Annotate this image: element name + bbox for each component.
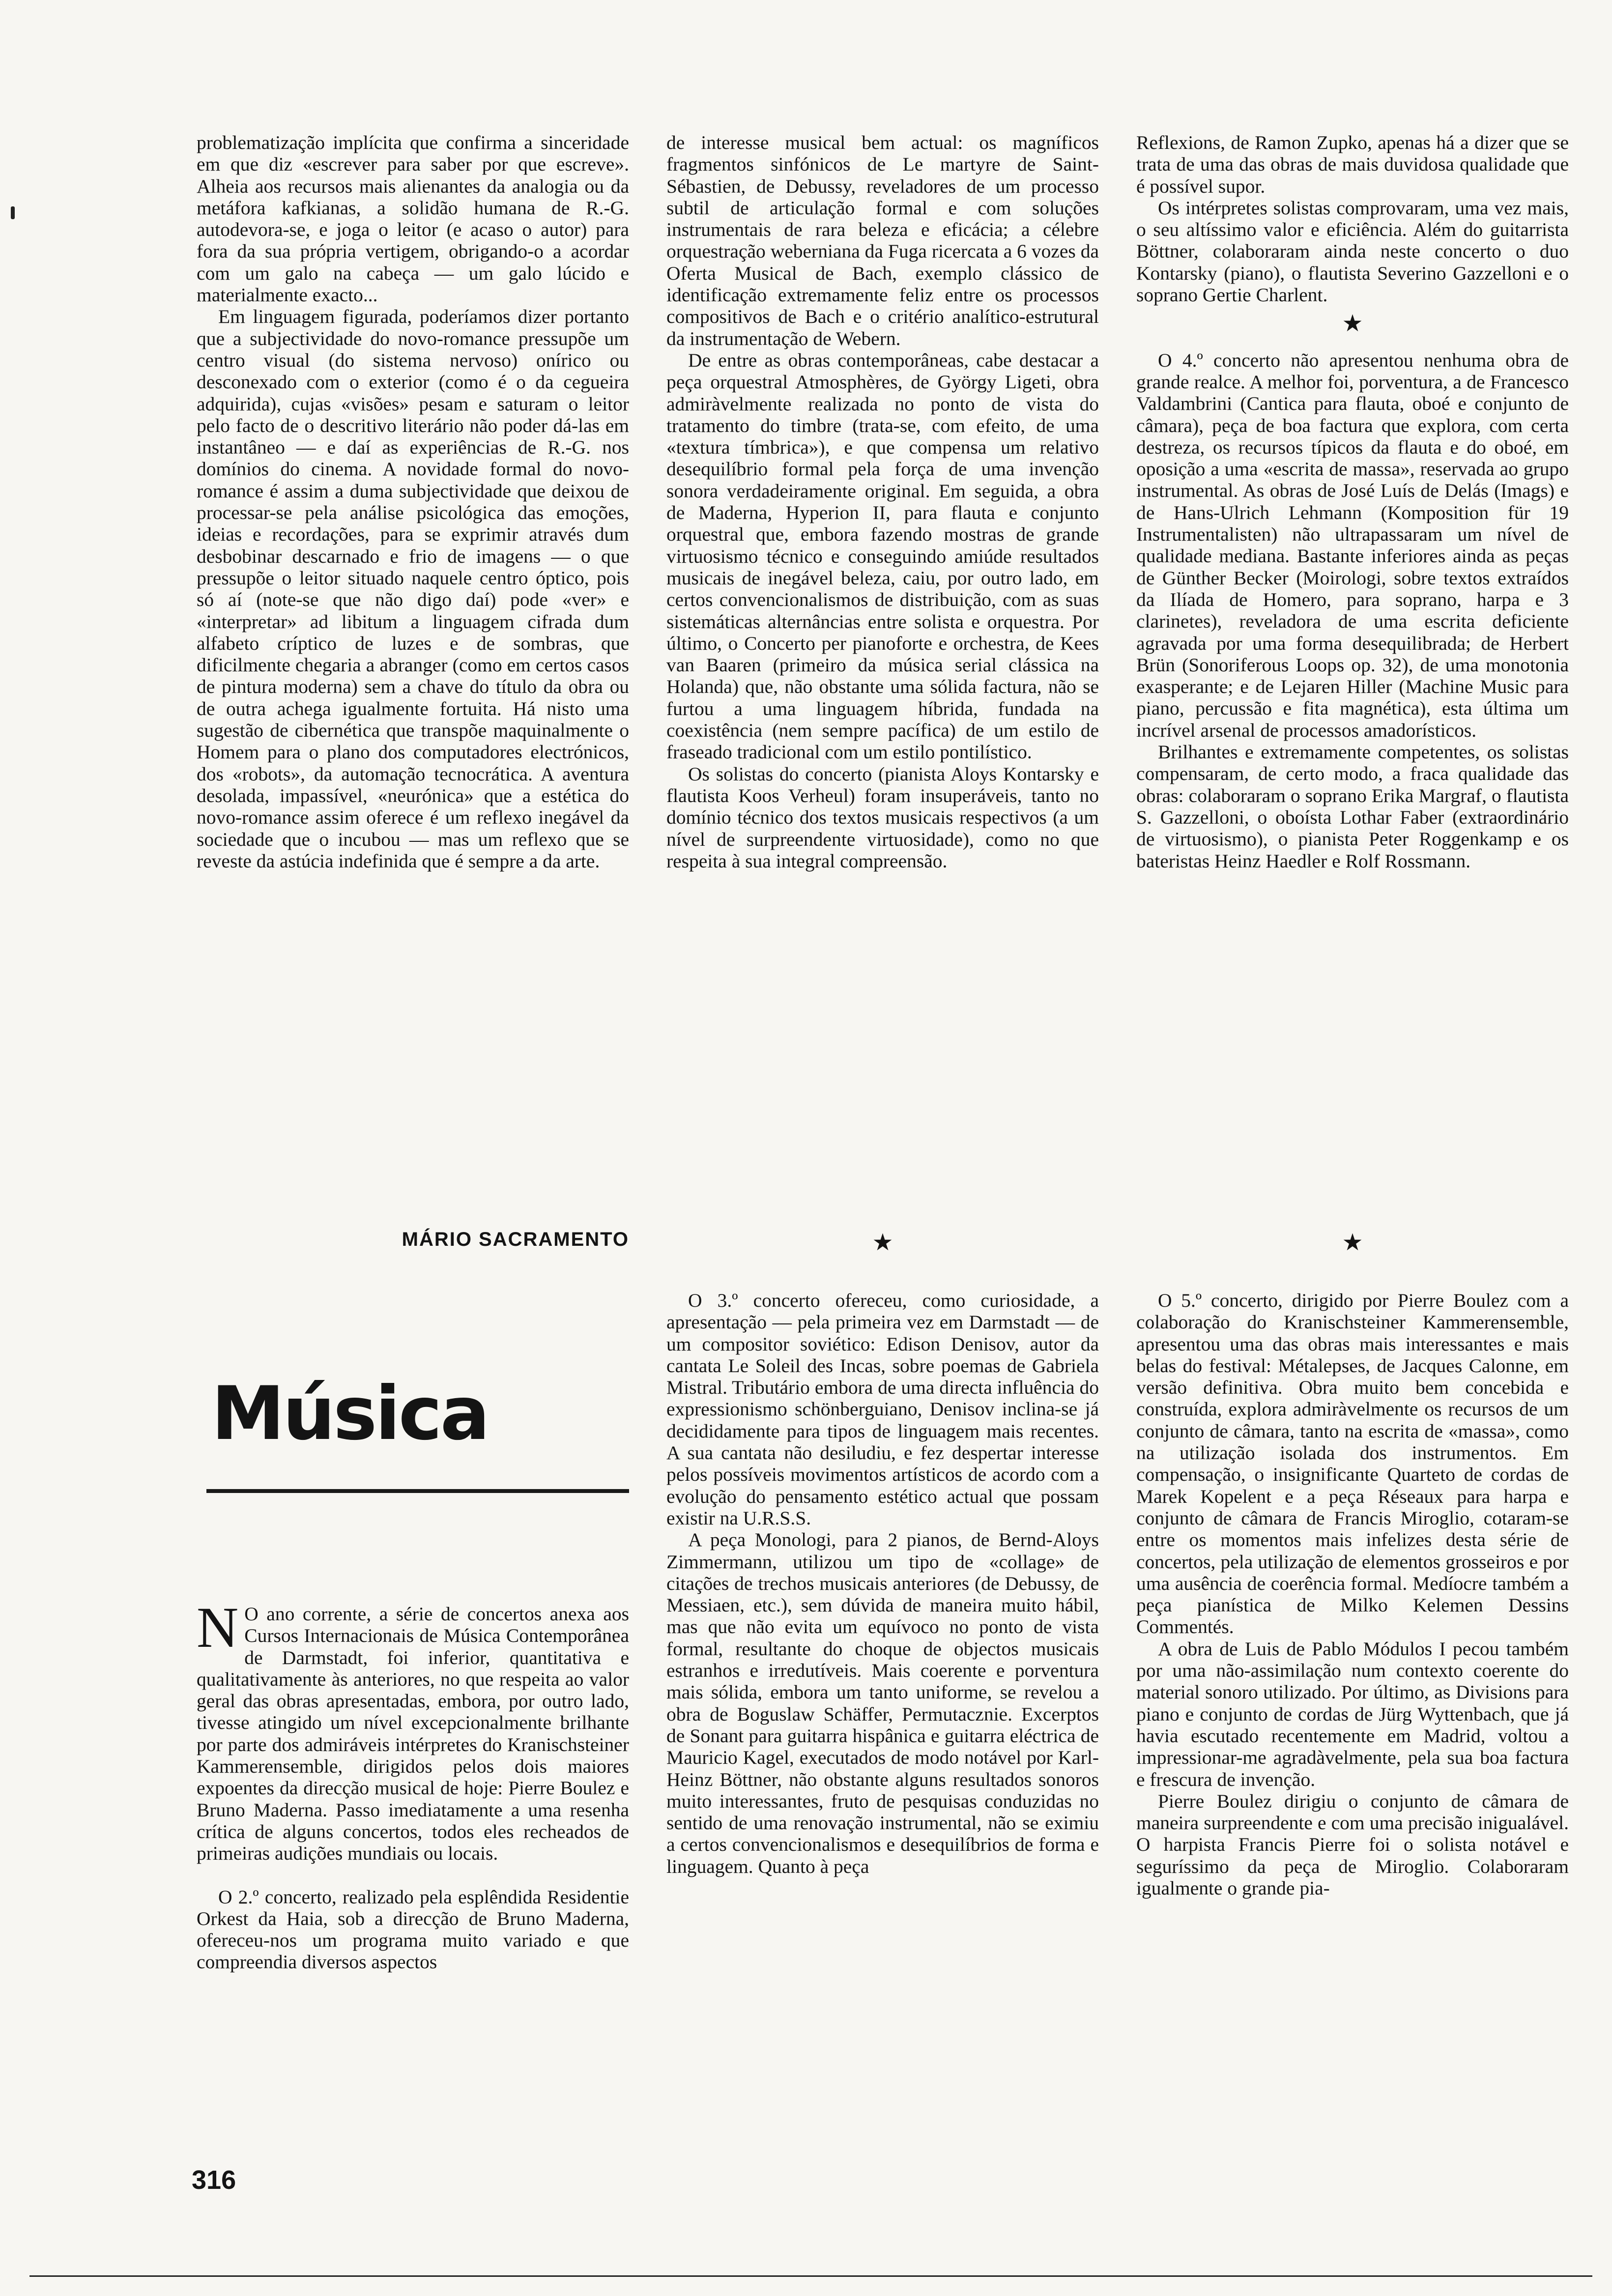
drop-cap: N xyxy=(197,1595,239,1660)
section-title-rule xyxy=(206,1489,629,1493)
column-1-music xyxy=(197,1595,629,1973)
article-paragraph: Brilhantes e extremamente competentes, os solistas compensaram, de certo modo, a fraca qualidade das obras: colaboraram o soprano Erika Margraf, o flautista S. Gazzelloni, o oboísta Lothar Faber (extraordinário de virtuosismo), o pianista Peter Roggenkamp e os bateristas Heinz Haedler e Rolf Rossmann. xyxy=(1136,741,1569,872)
article-paragraph: Reflexions, de Ramon Zupko, apenas há a dizer que se trata de uma das obras de mais duvidosa qualidade que é possível supor. xyxy=(1136,132,1569,197)
article-paragraph: A peça Monologi, para 2 pianos, de Bernd-Aloys Zimmermann, utilizou um tipo de «collage» de citações de trechos musicais anteriores (de Debussy, de Messiaen, etc.), sem dúvida de maneira muito hábil, mas que não evita um equívoco no ponto de vista formal, resultante do choque de objectos musicais estranhos e irredutíveis. Mais coerente e porventura mais sólida, embora um tanto uniforme, se revelou a obra de Boguslaw Schäffer, Permutacznie. Excerptos de Sonant para guitarra hispânica e guitarra eléctrica de Mauricio Kagel, executados de modo notável por Karl-Heinz Böttner, não obstante alguns resultados sonoros muito interessantes, fruto de pesquisas conduzidas no sentido de uma renovação instrumental, não se eximiu a certos convencionalismos e desequilíbrios de forma e linguagem. Quanto à peça xyxy=(666,1529,1099,1877)
column-3-top xyxy=(1136,132,1569,872)
page-number: 316 xyxy=(192,2165,236,2195)
article-paragraph: de interesse musical bem actual: os magníficos fragmentos sinfónicos de Le martyre de Saint-Sébastien, de Debussy, reveladores de um processo subtil de articulação formal e com soluções instrumentais de rara beleza e eficácia; a célebre orquestração weberniana da Fuga ricercata a 6 vozes da Oferta Musical de Bach, exemplo clássico de identificação extremamente feliz entre os processos compositivos de Bach e o critério analítico-estrutural da instrumentação de Webern. xyxy=(666,132,1099,349)
column-2-top xyxy=(666,132,1099,872)
page-edge-line xyxy=(29,2275,1592,2277)
essay-paragraph: Em linguagem figurada, poderíamos dizer portanto que a subjectividade do novo-romance pressupõe um centro visual (do sistema nervoso) onírico ou desconexado com o exterior (como é o da cegueira adquirida), cujas «visões» pesam e saturam o leitor pelo facto de o descritivo literário não poder dá-las em instantâneo — e daí as experiências de R.-G. nos domínios do cinema. A novidade formal do novo-romance é assim a duma subjectividade que deixou de processar-se pela análise psicológica das emoções, ideias e recordações, para se exprimir através dum desbobinar descarnado e frio de imagens — o que pressupõe o leitor situado naquele centro óptico, pois só aí (note-se que não digo daí) pode «ver» e «interpretar» ad libitum a linguagem cifrada dum alfabeto críptico de luzes e de sombras, que dificilmente chegaria a abranger (como em certos casos de pintura moderna) sem a chave do título da obra ou de outra achega igualmente fortuita. Há nisto uma sugestão de cibernética que transpõe maquinalmente o Homem para o plano dos computadores electrónicos, dos «robots», da automação tecnocrática. A aventura desolada, impassível, «neurónica» que a estética do novo-romance assim oferece é um reflexo inegável da sociedade que o incubou — mas um reflexo que se reveste da astúcia indefinida que é sempre a da arte. xyxy=(197,306,629,872)
section-star-separator: ★ xyxy=(1342,1229,1363,1256)
article-paragraph: O 4.º concerto não apresentou nenhuma obra de grande realce. A melhor foi, porventura, a de Francesco Valdambrini (Cantica para flauta, oboé e conjunto de câmara), peça de boa factura que explora, com certa destreza, os recursos típicos da flauta e do oboé, em oposição a uma «escrita de massa», reservada ao grupo instrumental. As obras de José Luís de Delás (Imags) e de Hans-Ulrich Lehmann (Komposition für 19 Instrumentalisten) não ultrapassaram um nível de qualidade mediana. Bastante inferiores ainda as peças de Günther Becker (Moirologi, sobre textos extraídos da Ilíada de Homero, para soprano, harpa e 3 clarinetes), reveladora de uma escrita deficiente agravada por uma forma desequilibrada; de Herbert Brün (Sonoriferous Loops op. 32), de uma monotonia exasperante; e de Lejaren Hiller (Machine Music para piano, percussão e fita magnética), esta última um incrível arsenal de processos amadorísticos. xyxy=(1136,349,1569,741)
margin-mark xyxy=(11,206,15,219)
section-star-separator: ★ xyxy=(1342,310,1363,338)
article-paragraph: A obra de Luis de Pablo Módulos I pecou também por uma não-assimilação num contexto coerente do material sonoro utilizado. Por último, as Divisions para piano e conjunto de cordas de Jürg Wyttenbach, que já havia escutado recentemente em Madrid, voltou a impressionar-me agradàvelmente, pela sua boa factura e frescura de invenção. xyxy=(1136,1637,1569,1790)
column-2-bottom xyxy=(666,1290,1099,1877)
essay-paragraph: problematização implícita que confirma a sinceridade em que diz «escrever para saber por que escreve». Alheia aos recursos mais alienantes da analogia ou da metáfora kafkianas, a solidão humana de R.-G. autodevora-se, e joga o leitor (e acaso o autor) para fora da sua própria vertigem, obrigando-o a acordar com um galo na cabeça — um galo lúcido e materialmente exacto... xyxy=(197,132,629,306)
article-paragraph: O 5.º concerto, dirigido por Pierre Boulez com a colaboração do Kranischsteiner Kammerensemble, apresentou uma das obras mais interessantes e mais belas do festival: Métalepses, de Jacques Calonne, em versão definitiva. Obra muito bem concebida e construída, explora admiràvelmente os recursos de um conjunto de câmara, tanto na escrita de «massa», como na utilização isolada dos instrumentos. Em compensação, o insignificante Quarteto de cordas de Marek Kopelent e a peça Réseaux para harpa e conjunto de câmara de Francis Miroglio, cotaram-se entre os momentos mais infelizes desta série de concertos, pela utilização de elementos grosseiros e por uma ausência de coerência formal. Medíocre também a peça pianística de Milko Kelemen Dessins Commentés. xyxy=(1136,1290,1569,1638)
column-3-bottom xyxy=(1136,1290,1569,1899)
article-lead-paragraph xyxy=(197,1595,629,1865)
section-title: Música xyxy=(211,1371,488,1457)
column-1-essay xyxy=(197,132,629,872)
article-paragraph: Pierre Boulez dirigiu o conjunto de câmara de maneira surpreendente e com uma precisão inigualável. O harpista Francis Pierre foi o solista notável e seguríssimo da peça de Miroglio. Colaboraram igualmente o grande pia- xyxy=(1136,1790,1569,1899)
author-byline: MÁRIO SACRAMENTO xyxy=(402,1229,629,1250)
article-paragraph: O 2.º concerto, realizado pela esplêndida Residentie Orkest da Haia, sob a direcção de Bruno Maderna, ofereceu-nos um programa muito variado e que compreendia diversos aspectos xyxy=(197,1886,629,1973)
article-paragraph: Os solistas do concerto (pianista Aloys Kontarsky e flautista Koos Verheul) foram insuperáveis, tanto no domínio técnico dos textos musicais respectivos (a um nível de surpreendente virtuosidade), como no que respeita à sua integral compreensão. xyxy=(666,763,1099,872)
section-star-separator: ★ xyxy=(872,1229,893,1256)
lead-text: O ano corrente, a série de concertos anexa aos Cursos Internacionais de Música Contemporânea de Darmstadt, foi inferior, quantitativa e qualitativamente às anteriores, no que respeita ao valor geral das obras apresentadas, embora, por outro lado, tivesse atingido um nível excepcionalmente brilhante por parte dos admiráveis intérpretes do Kranischsteiner Kammerensemble, dirigidos pelos dois maiores expoentes da direcção musical de hoje: Pierre Boulez e Bruno Maderna. Passo imediatamente a uma resenha crítica de alguns concertos, todos eles recheados de primeiras audições mundiais ou locais. xyxy=(197,1603,629,1865)
article-paragraph: De entre as obras contemporâneas, cabe destacar a peça orquestral Atmosphères, de György Ligeti, obra admiràvelmente realizada no ponto de vista do tratamento do timbre (trata-se, com efeito, de uma «textura tímbrica»), e que compensa um relativo desequilíbrio formal pela força de uma invenção sonora verdadeiramente original. Em seguida, a obra de Maderna, Hyperion II, para flauta e conjunto orquestral que, embora fazendo mostras de grande virtuosismo técnico e conseguindo amiúde resultados musicais de inegável beleza, caiu, por outro lado, em certos convencionalismos de distribuição, com as suas sistemáticas alternâncias entre solista e orquestra. Por último, o Concerto per pianoforte e orchestra, de Kees van Baaren (primeiro da música serial clássica na Holanda) que, não obstante uma sólida factura, não se furtou a uma linguagem híbrida, fundada na coexistência (nem sempre pacífica) de um estilo de fraseado tradicional com um estilo pontilístico. xyxy=(666,349,1099,763)
article-paragraph: O 3.º concerto ofereceu, como curiosidade, a apresentação — pela primeira vez em Darmstadt — de um compositor soviético: Edison Denisov, autor da cantata Le Soleil des Incas, sobre poemas de Gabriela Mistral. Tributário embora de uma directa influência do expressionismo schönberguiano, Denisov inclina-se já decididamente para tipos de linguagem mais recentes. A sua cantata não desiludiu, e fez despertar interesse pelos possíveis movimentos artísticos de acordo com a evolução do pensamento estético actual que possam existir na U.R.S.S. xyxy=(666,1290,1099,1529)
article-paragraph: Os intérpretes solistas comprovaram, uma vez mais, o seu altíssimo valor e eficiência. Além do guitarrista Böttner, colaboraram ainda neste concerto o duo Kontarsky (piano), o flautista Severino Gazzelloni e o soprano Gertie Charlent. xyxy=(1136,197,1569,306)
